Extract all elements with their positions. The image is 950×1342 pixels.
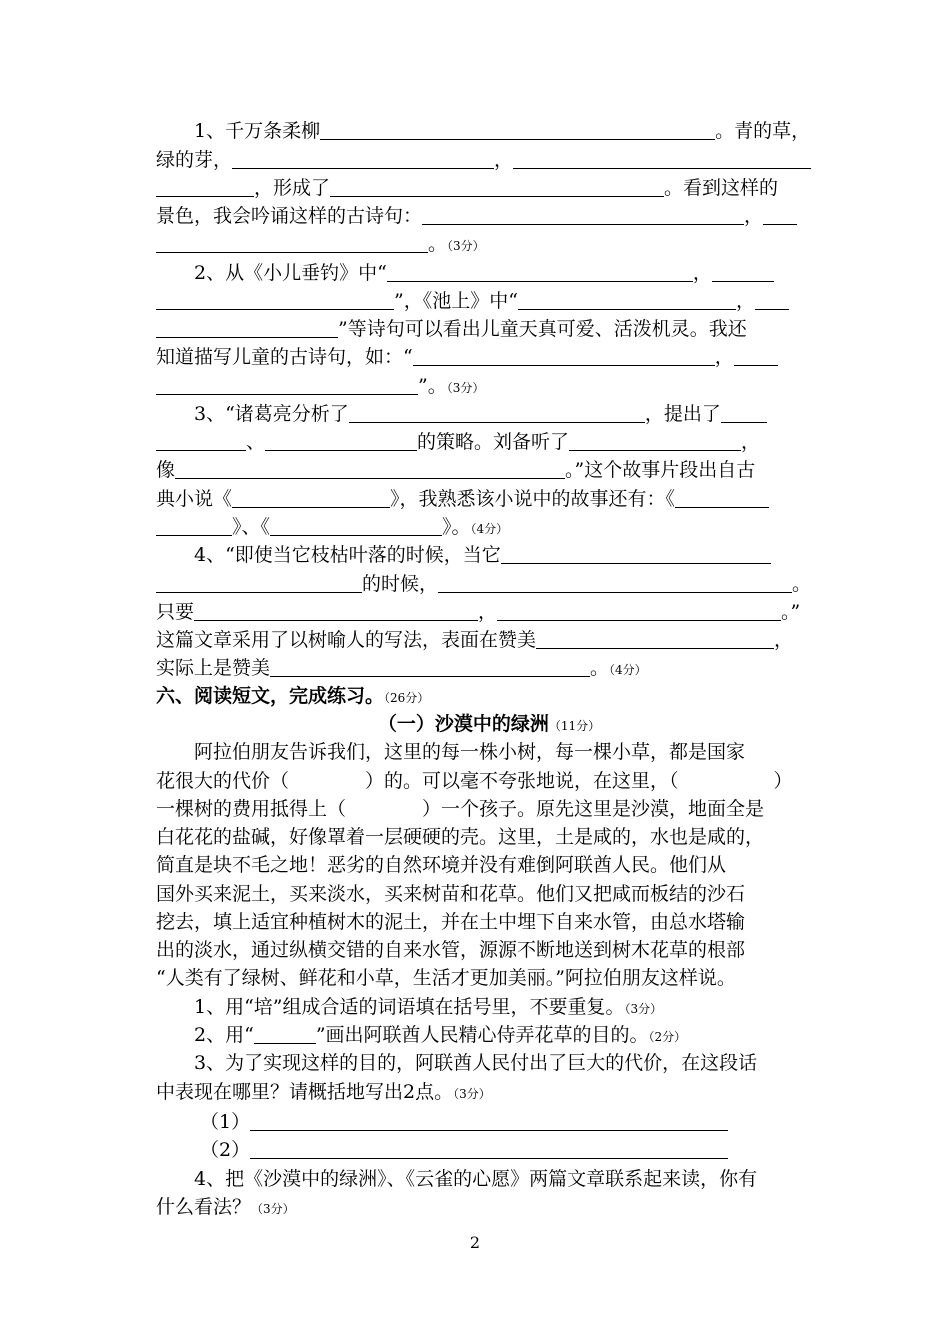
q2-text: ，: [735, 290, 755, 312]
q4-text: 4、“即使当它枝枯叶落的时候，当它: [194, 544, 501, 566]
q4-text: 实际上是赞美: [156, 657, 271, 679]
reading-q3-line-1: 3、为了实现这样的目的，阿联酋人民付出了巨大的代价，在这段话: [194, 1052, 758, 1074]
q2-blank-2[interactable]: [712, 259, 774, 282]
reading-q2-text: ”画出阿联酋人民精心侍弄花草的目的。: [315, 1024, 649, 1046]
q3-blank-8[interactable]: [675, 485, 769, 508]
q1-text: 景色，我会吟诵这样的古诗句：: [156, 205, 423, 227]
reading-q3-answer-1: [200, 1107, 866, 1137]
q1-text: 。: [428, 233, 448, 255]
q3-text: 典小说《: [156, 488, 233, 510]
q4-blank-6[interactable]: [536, 626, 774, 649]
passage-line: 简直是块不毛之地！恶劣的自然环境并没有难倒阿联酋人民。他们从: [156, 854, 727, 876]
reading-q2: [156, 1020, 822, 1050]
passage-line: 出的淡水，通过纵横交错的自来水管，源源不断地送到树木花草的根部: [156, 939, 746, 961]
reading-q4-text: 什么看法？: [156, 1196, 252, 1218]
q3-text: 》。: [442, 516, 471, 538]
answer-blank-1[interactable]: [250, 1108, 728, 1131]
q1-blank-6[interactable]: [422, 202, 744, 225]
q2-text: ”，《池上》中“: [394, 290, 518, 312]
q2-score: （3分）: [446, 381, 485, 395]
q3-text: 、: [246, 431, 266, 453]
q4-text: 的时候，: [362, 573, 439, 595]
passage-line: 挖去，填上适宜种植树木的泥土，并在土中埋下自来水管，由总水塔输: [156, 911, 746, 933]
q4-text: 这篇文章采用了以树喻人的写法，表面在赞美: [156, 629, 537, 651]
q2-line-2: [156, 286, 822, 316]
q3-line-3: [156, 455, 822, 485]
q4-text: 。: [590, 657, 610, 679]
reading-q4-score: （3分）: [251, 1202, 295, 1216]
q3-blank-10[interactable]: [270, 513, 442, 536]
section-heading-text: 六、阅读短文，完成练习。: [156, 685, 385, 707]
q3-blank-7[interactable]: [232, 485, 390, 508]
q2-line-5: [156, 371, 822, 401]
reading-q2-text: 2、用“: [194, 1024, 254, 1046]
q2-blank-4[interactable]: [518, 287, 736, 310]
q2-blank-9[interactable]: [156, 372, 418, 395]
q1-line-3: [156, 173, 822, 203]
q3-blank-3[interactable]: [156, 428, 246, 451]
q3-blank-2[interactable]: [721, 400, 767, 423]
reading-q1-text: 1、用“培”组成合适的词语填在括号里，不要重复。: [194, 996, 625, 1018]
q4-blank-3[interactable]: [438, 570, 792, 593]
q3-blank-9[interactable]: [156, 513, 232, 536]
q1-blank-8[interactable]: [156, 230, 428, 253]
answer-blank-2[interactable]: [250, 1136, 728, 1159]
q2-blank-3[interactable]: [156, 287, 394, 310]
q3-text: ，提出了: [644, 403, 721, 425]
q1-text: ，形成了: [254, 177, 331, 199]
reading-q3-line-2: [156, 1077, 822, 1107]
q2-text: ”等诗句可以看出儿童天真可爱、活泼机灵。我还: [338, 318, 747, 340]
q2-text: 知道描写儿童的古诗句，如：“: [156, 346, 413, 368]
q1-text: 。看到这样的: [664, 177, 779, 199]
q1-score: （3分）: [447, 239, 485, 253]
q1-line-5: [156, 229, 822, 259]
q2-blank-8[interactable]: [734, 343, 778, 366]
q4-blank-4[interactable]: [194, 598, 478, 621]
q1-blank-7[interactable]: [763, 202, 797, 225]
page-number: 2: [469, 1233, 481, 1252]
q2-blank-6[interactable]: [156, 315, 338, 338]
q2-blank-5[interactable]: [755, 287, 789, 310]
q1-text: ，: [744, 205, 764, 227]
passage-line: 一棵树的费用抵得上（ ）一个孩子。原先这里是沙漠，地面全是: [156, 798, 765, 820]
q4-text: ，: [478, 601, 498, 623]
reading-q3-text: 中表现在哪里？请概括地写出2点。: [156, 1081, 454, 1103]
q2-text: ，: [714, 346, 734, 368]
reading-q2-sample-underline: [254, 1021, 316, 1044]
q2-line-3: [156, 314, 822, 344]
q3-text: ，: [741, 431, 761, 453]
q3-line-1: [156, 399, 822, 429]
answer-label: （1）: [200, 1111, 251, 1133]
q1-blank-4[interactable]: [156, 174, 254, 197]
q3-line-2: [156, 427, 822, 457]
reading-q4-line-1: 4、把《沙漠中的绿洲》、《云雀的心愿》两篇文章联系起来读，你有: [194, 1168, 758, 1190]
reading-q1-score: （3分）: [624, 1002, 663, 1016]
q3-text: 。”这个故事片段出自古: [565, 459, 756, 481]
passage-title-text: （一）沙漠中的绿洲: [377, 713, 549, 735]
q4-blank-1[interactable]: [501, 541, 771, 564]
q4-line-4: [156, 625, 822, 655]
q4-blank-2[interactable]: [156, 570, 362, 593]
reading-q4-line-2: [156, 1192, 822, 1222]
q4-line-5: [156, 653, 822, 683]
q4-score: （4分）: [609, 663, 647, 677]
passage-line: 花很大的代价（ ）的。可以毫不夸张地说，在这里，（ ）: [156, 770, 793, 792]
passage-line: 阿拉伯朋友告诉我们，这里的每一株小树，每一棵小草，都是国家: [194, 741, 746, 763]
q4-text: ，: [774, 629, 794, 651]
q1-blank-1[interactable]: [320, 117, 715, 140]
q1-line-2: [156, 145, 822, 175]
q3-text: 的策略。刘备听了: [417, 431, 570, 453]
q3-text: 》，我熟悉该小说中的故事还有：《: [390, 488, 676, 510]
q4-blank-7[interactable]: [270, 654, 590, 677]
q4-line-2: [156, 569, 822, 599]
q2-text: ”。: [418, 375, 447, 397]
q1-blank-2[interactable]: [232, 146, 494, 169]
q3-blank-5[interactable]: [569, 428, 741, 451]
q3-line-5: [156, 512, 822, 542]
reading-q3-score: （3分）: [453, 1087, 491, 1101]
answer-label: （2）: [200, 1139, 251, 1161]
q2-line-4: [156, 342, 822, 372]
q3-text: 3、“诸葛亮分析了: [194, 403, 349, 425]
q4-line-3: [156, 597, 822, 627]
q3-blank-6[interactable]: [175, 456, 565, 479]
passage-title-score: （11分）: [548, 719, 601, 733]
q3-score: （4分）: [470, 522, 509, 536]
q1-text: ，: [494, 149, 514, 171]
q3-blank-1[interactable]: [349, 400, 645, 423]
q2-text: 2、从《小儿垂钓》中“: [194, 262, 387, 284]
section-heading: [156, 681, 822, 711]
reading-q2-score: （2分）: [648, 1030, 687, 1044]
q1-blank-5[interactable]: [330, 174, 664, 197]
passage-line: 白花花的盐碱，好像罩着一层硬硬的壳。这里，土是咸的，水也是咸的，: [156, 826, 765, 848]
q3-text: 》、《: [232, 516, 271, 538]
q3-text: 像: [156, 459, 176, 481]
q2-text: ，: [692, 262, 712, 284]
q1-text: 绿的芽，: [156, 149, 233, 171]
q1-text: 。青的草，: [715, 120, 811, 142]
reading-q1: [156, 992, 822, 1022]
q1-line-4: [156, 201, 822, 231]
passage-title: [156, 709, 822, 739]
q1-text: 1、千万条柔柳: [194, 120, 321, 142]
passage-line: “人类有了绿树、鲜花和小草，生活才更加美丽。”阿拉伯朋友这样说。: [156, 967, 736, 989]
q1-blank-3[interactable]: [513, 146, 811, 169]
passage-line: 国外买来泥土，买来淡水，买来树苗和花草。他们又把咸而板结的沙石: [156, 883, 746, 905]
q4-text: 只要: [156, 601, 195, 623]
reading-q3-answer-2: [200, 1135, 866, 1165]
q4-text: 。: [792, 573, 812, 595]
q4-blank-5[interactable]: [497, 598, 781, 621]
q4-line-1: [156, 540, 822, 570]
q2-line-1: [156, 258, 822, 288]
q3-line-4: [156, 484, 822, 514]
section-heading-score: （26分）: [384, 691, 430, 705]
q4-text: 。”: [781, 601, 801, 623]
q3-blank-4[interactable]: [265, 428, 417, 451]
q2-blank-7[interactable]: [413, 343, 715, 366]
q1-line-1: [156, 116, 822, 146]
q2-blank-1[interactable]: [387, 259, 693, 282]
